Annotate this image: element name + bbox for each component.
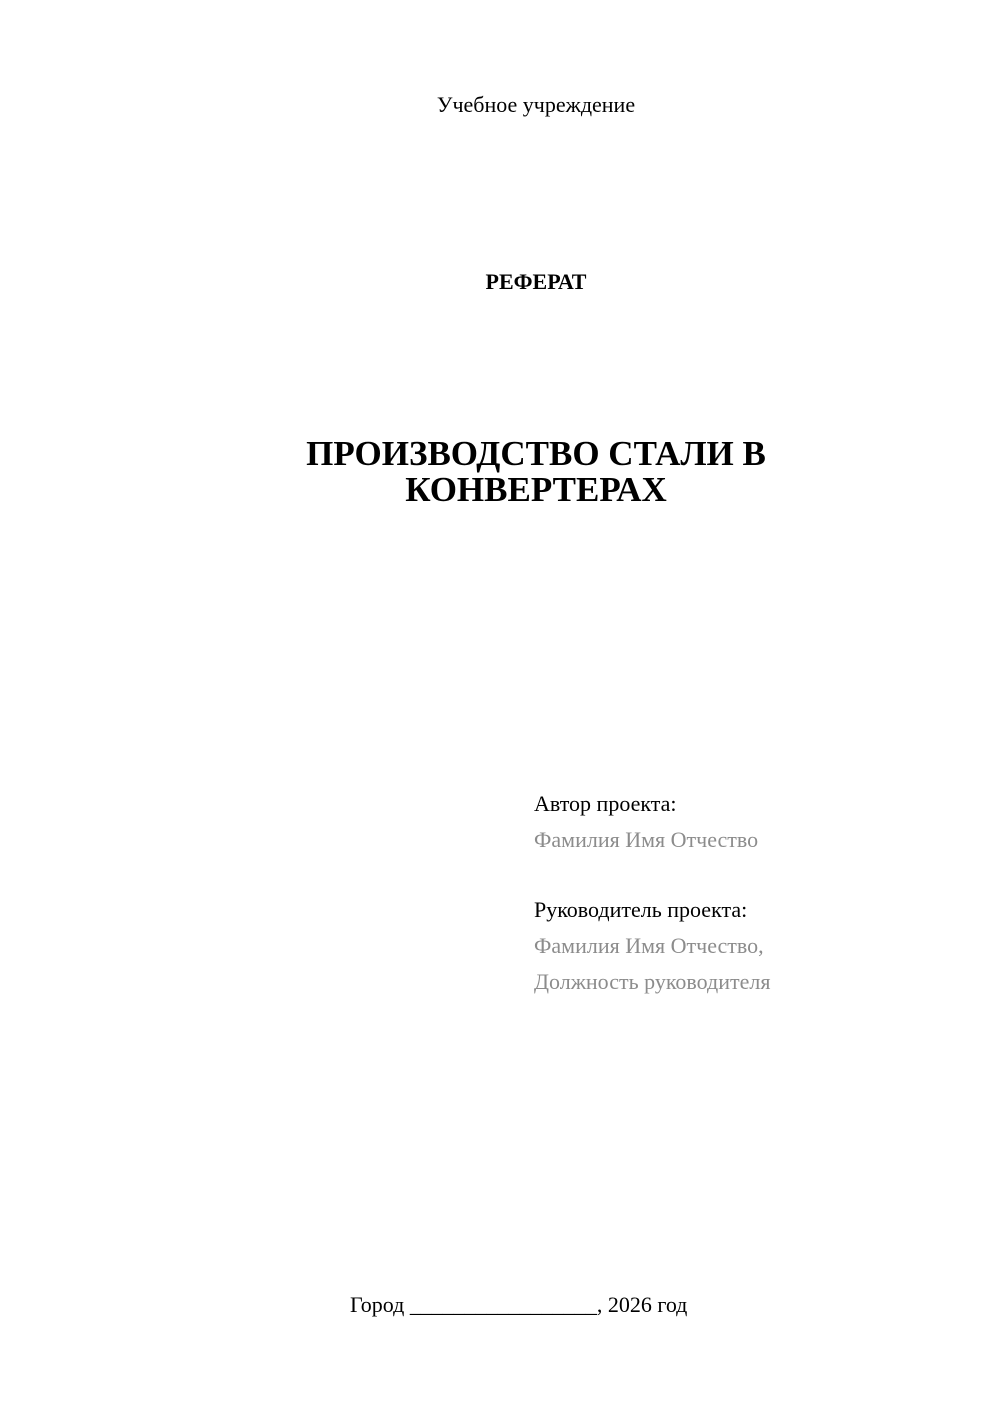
document-title [0,436,1000,508]
author-label: Автор проекта: [534,791,677,816]
supervisor-name: Фамилия Имя Отчество, [534,933,764,958]
document-title-line-2: КОНВЕРТЕРАХ [405,470,667,509]
supervisor-block [534,892,770,1000]
document-title-line-1: ПРОИЗВОДСТВО СТАЛИ В [306,434,766,473]
document-type: РЕФЕРАТ [485,269,587,294]
author-block [534,786,758,858]
supervisor-label: Руководитель проекта: [534,897,748,922]
institution-name: Учебное учреждение [436,92,636,117]
author-name: Фамилия Имя Отчество [534,827,759,852]
city-year-line: Город _________________, 2026 год [350,1292,688,1317]
supervisor-position: Должность руководителя [534,969,771,994]
